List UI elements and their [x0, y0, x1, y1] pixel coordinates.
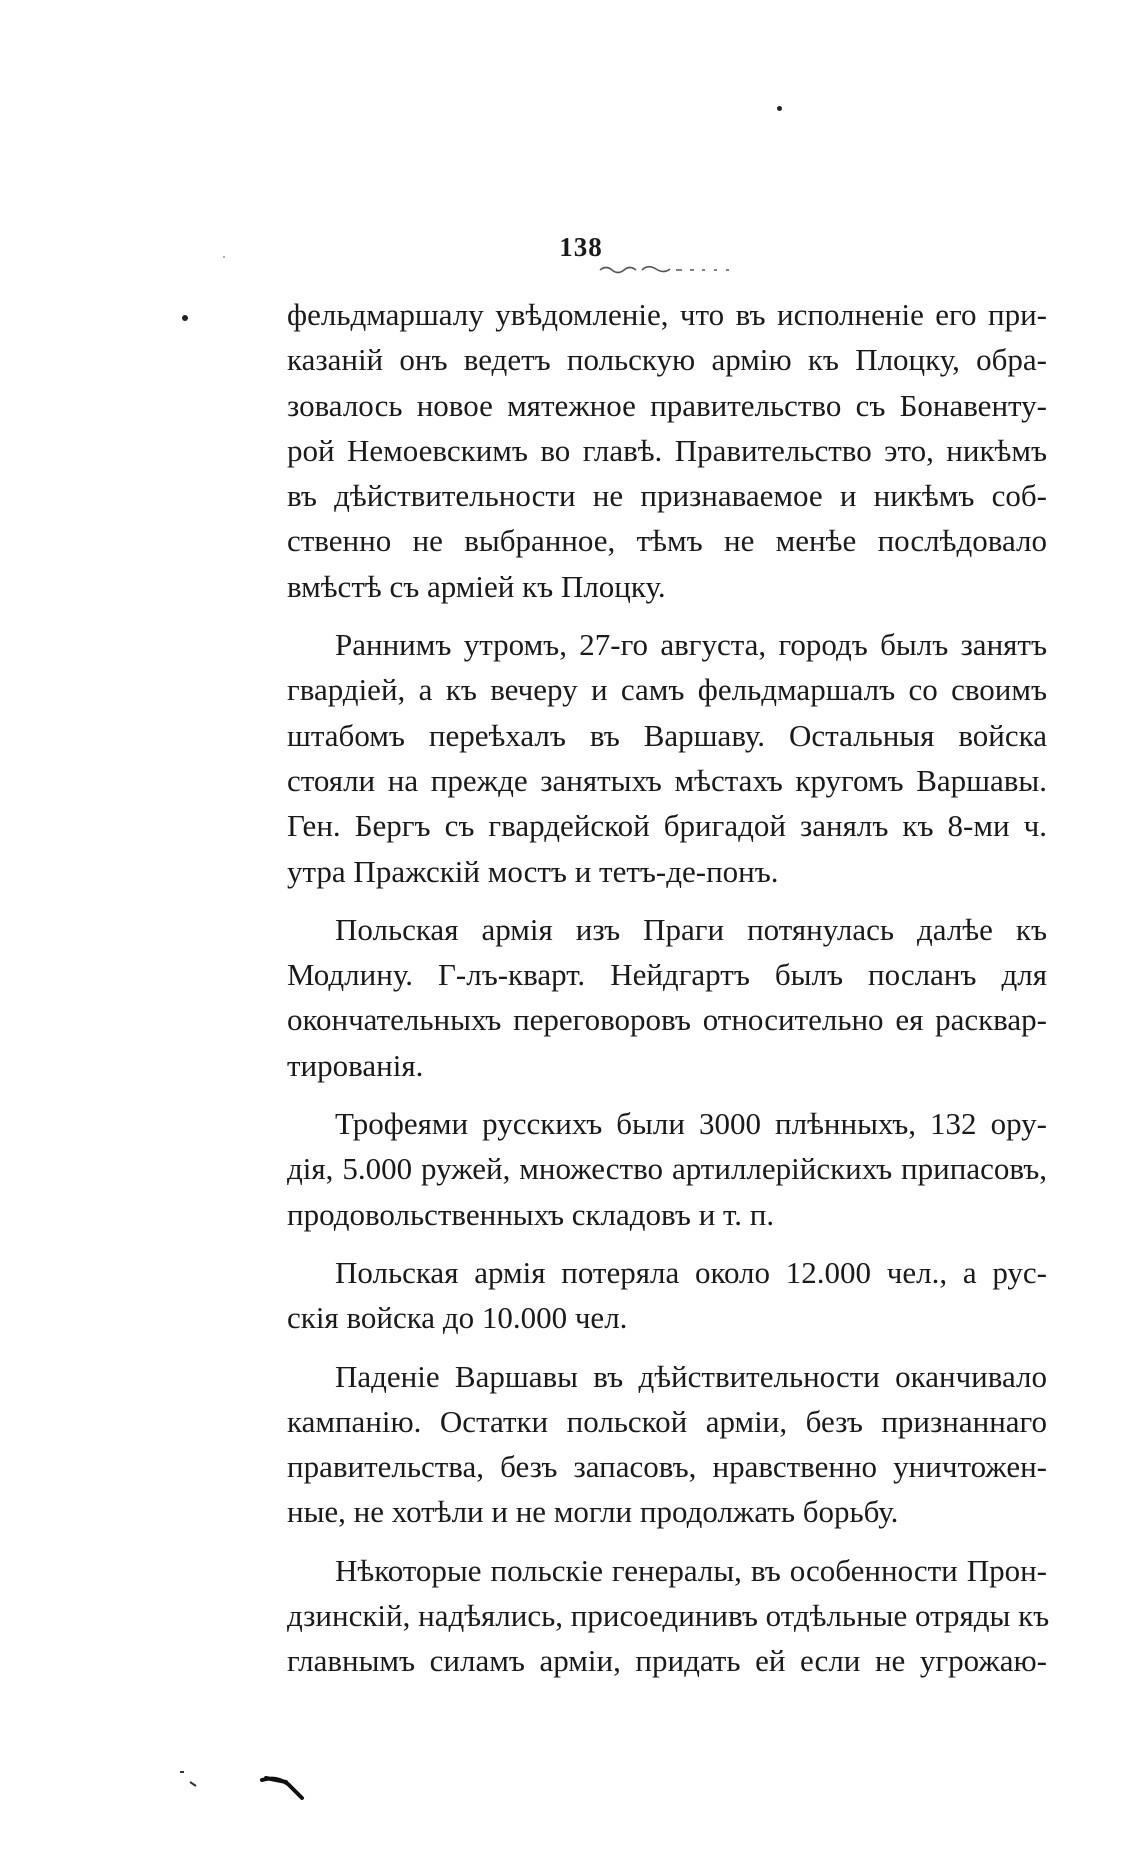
text-line: Польская армія потеряла около 12.000 чел., а рус- [335, 1254, 1047, 1290]
decorative-rule [598, 262, 738, 278]
text-line: скія войска до 10.000 чел. [287, 1300, 628, 1336]
text-line: ственно не выбранное, тѣмъ не менѣе послѣдовало [287, 523, 1047, 559]
scan-speck [777, 106, 782, 111]
text-line: утра Пражскій мостъ и тетъ-де-понъ. [287, 853, 779, 889]
text-line: въ дѣйствительности не признаваемое и никѣмъ соб- [287, 478, 1047, 514]
text-line: кампанію. Остатки польской арміи, безъ признаннаго [287, 1403, 1047, 1439]
text-line: зовалось новое мятежное правительство съ Бонавенту- [287, 387, 1047, 423]
text-line: окончательныхъ переговоровъ относительно ея расквар- [287, 1002, 1047, 1038]
text-line: главнымъ силамъ арміи, придать ей если не угрожаю- [287, 1643, 1047, 1679]
text-line: казаній онъ ведетъ польскую армію къ Плоцку, обра- [287, 342, 1047, 378]
text-line: стояли на прежде занятыхъ мѣстахъ кругомъ Варшавы. [287, 762, 1047, 798]
scan-speck [223, 256, 225, 258]
text-line: тированія. [287, 1047, 424, 1083]
text-line: Паденіе Варшавы въ дѣйствительности оканчивало [335, 1358, 1047, 1394]
text-line: правительства, безъ запасовъ, нравственно уничтожен- [287, 1449, 1047, 1485]
text-line: дія, 5.000 ружей, множество артиллерійскихъ припасовъ, [287, 1151, 1047, 1187]
scan-artifact-mark [178, 1768, 338, 1818]
text-line: рой Немоевскимъ во главѣ. Правительство это, никѣмъ [287, 432, 1047, 468]
text-line: Модлину. Г-лъ-кварт. Нейдгартъ былъ посланъ для [287, 957, 1047, 993]
text-line: Раннимъ утромъ, 27-го августа, городъ былъ занятъ [335, 627, 1047, 663]
page-number: 138 [559, 232, 603, 262]
text-line: Польская армія изъ Праги потянулась далѣе къ [335, 911, 1047, 947]
text-line: фельдмаршалу увѣдомленіе, что въ исполненіе его при- [287, 297, 1047, 332]
text-line: вмѣстѣ съ арміей къ Плоцку. [287, 568, 666, 604]
text-line: дзинскій, надѣялись, присоединивъ отдѣльные отряды къ [287, 1598, 1050, 1634]
text-line: Трофеями русскихъ были 3000 плѣнныхъ, 132 ору- [335, 1106, 1047, 1142]
text-line: штабомъ переѣхалъ въ Варшаву. Остальныя войска [287, 717, 1047, 753]
text-line: Ген. Бергъ съ гвардейской бригадой занялъ къ 8-ми ч. [287, 808, 1047, 844]
text-line: ные, не хотѣли и не могли продолжать борьбу. [287, 1494, 899, 1530]
body-text [287, 292, 1050, 1684]
text-line: Нѣкоторые польскіе генералы, въ особенности Прон- [335, 1552, 1047, 1588]
scan-speck [182, 315, 188, 321]
text-line: гвардіей, а къ вечеру и самъ фельдмаршалъ со своимъ [287, 672, 1047, 708]
text-line: продовольственныхъ складовъ и т. п. [287, 1196, 775, 1232]
